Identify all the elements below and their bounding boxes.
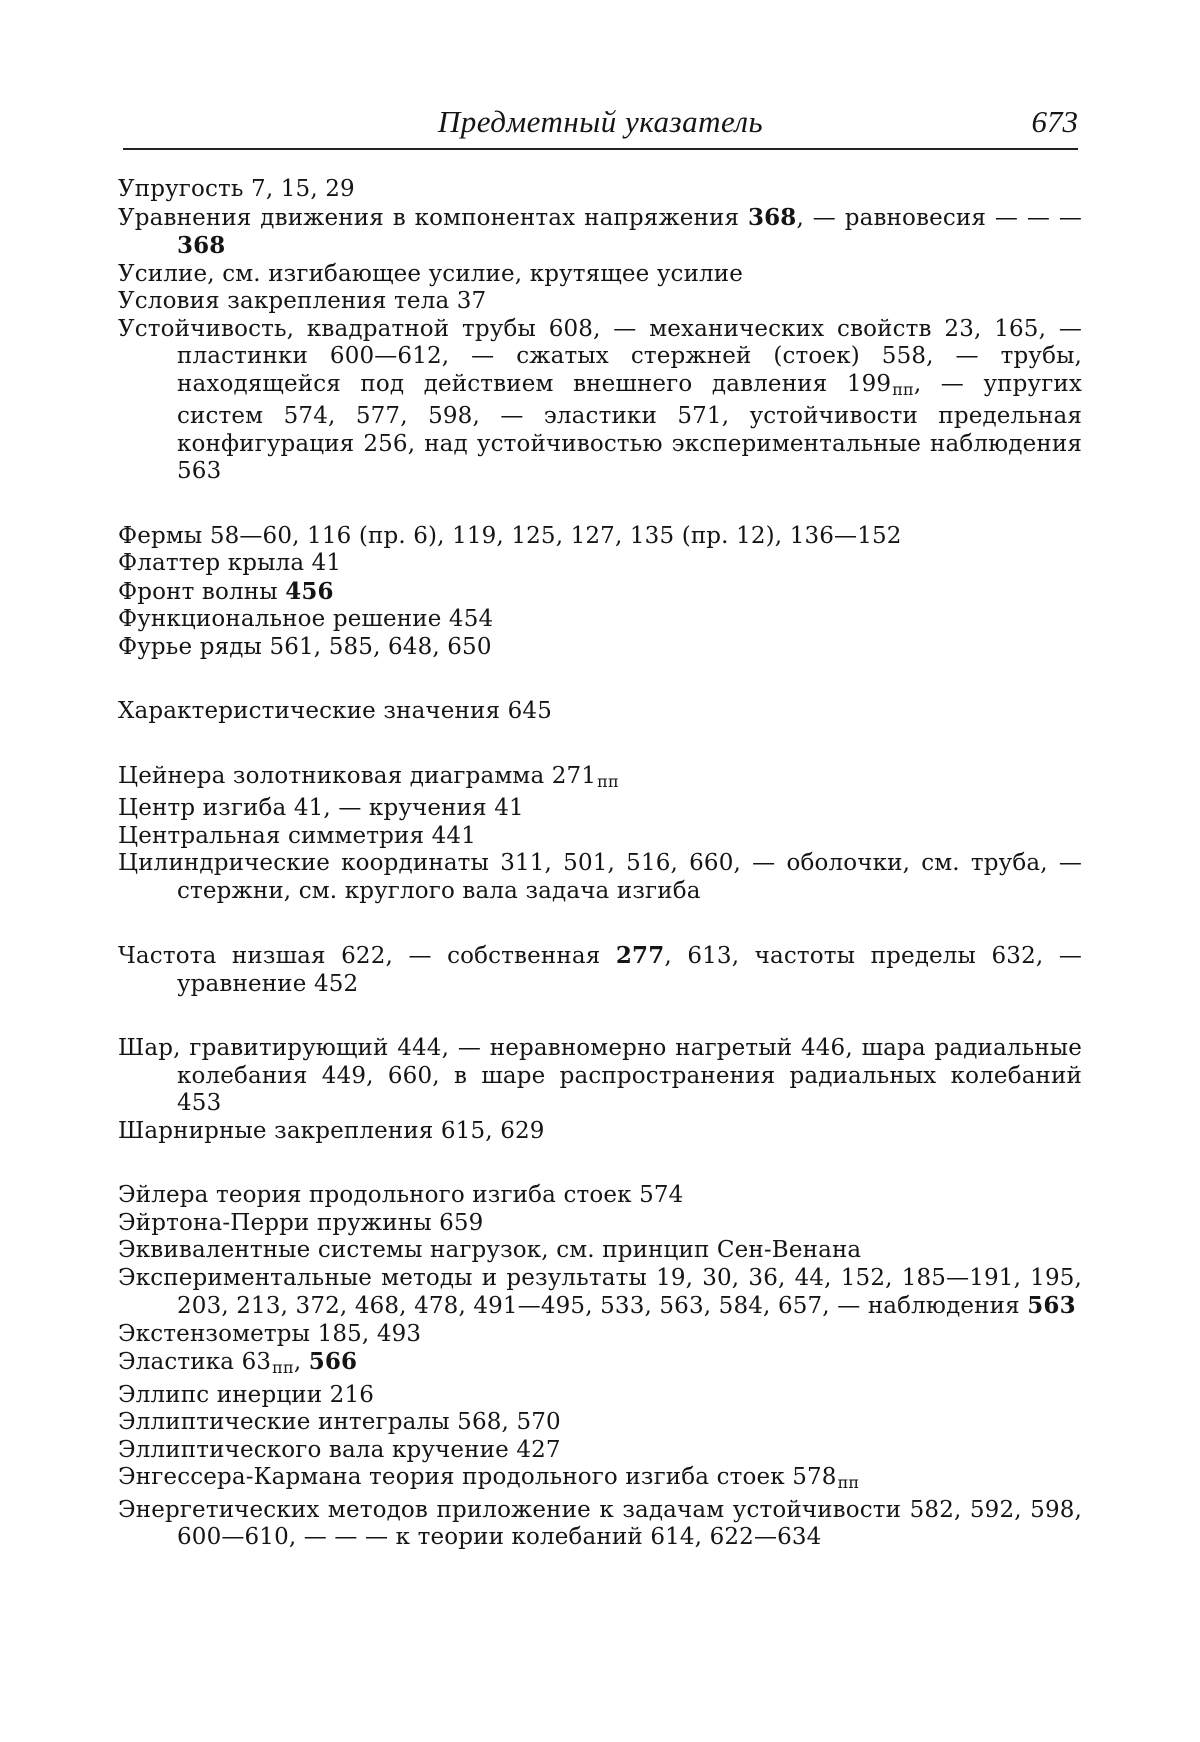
index-entry [118,1182,1082,1210]
index-entry-text: Центр изгиба 41, — кручения 41 [118,795,524,821]
index-entry-text: Цейнера золотниковая диаграмма 271 [118,762,597,789]
index-entry [118,1437,1082,1465]
index-entry [118,823,1082,851]
index-entry [118,1210,1082,1238]
subject-index [118,176,1082,1552]
index-entry-text: Энергетических методов приложение к задачам устойчивости 582, 592, 598, 600—610, — — — к теории колебаний 614, 622—634 [118,1496,1082,1550]
index-entry [118,763,1082,796]
index-page-reference-bold: 368 [747,203,797,231]
index-entry [118,942,1082,998]
index-entry-text: Центральная симметрия 441 [118,822,477,849]
index-entry [118,698,1082,726]
index-entry-text: Эластика 63 [118,1349,272,1375]
index-entry [118,795,1082,823]
index-entry-text: , 613, частоты пределы 632, — уравнение 452 [177,943,1082,997]
index-entry [118,1409,1082,1437]
index-entry-text: Фурье ряды 561, 585, 648, 650 [118,633,492,660]
index-subscript-note: пп [272,1358,294,1377]
index-page-reference-bold: 277 [615,942,665,969]
index-entry [118,1118,1082,1146]
index-entry [118,1382,1082,1410]
index-entry-text: Шар, гравитирующий 444, — неравномерно нагретый 446, шара радиальные колебания 449, 660, в шаре распространения радиальных колебаний 453 [118,1035,1082,1116]
index-entry-text: Цилиндрические координаты 311, 501, 516, 660, — оболочки, см. труба, — стержни, см. круглого вала задача изгиба [118,850,1082,904]
index-letter-group [118,763,1082,906]
index-entry-text: Эквивалентные системы нагрузок, см. принцип Сен-Венана [118,1237,862,1263]
index-letter-group [118,1035,1082,1145]
page-number: 673 [1031,104,1078,139]
index-entry [118,850,1082,905]
index-entry-text: Эйртона-Перри пружины 659 [118,1209,484,1236]
index-entry [118,1321,1082,1349]
index-entry [118,176,1082,204]
index-subscript-note: пп [837,1473,860,1492]
index-entry [118,288,1082,316]
index-entry-text: Фермы 58—60, 116 (пр. 6), 119, 125, 127, 135 (пр. 12), 136—152 [118,522,902,549]
index-entry-text: Частота низшая 622, — собственная [118,943,616,969]
index-entry-text: Шарнирные закрепления 615, 629 [118,1117,545,1144]
index-entry-text: Эллиптические интегралы 568, 570 [118,1409,561,1435]
index-entry-text: Экспериментальные методы и результаты 19, 30, 36, 44, 152, 185—191, 195, 203, 213, 372, 468, 478, 491—495, 533, 563, 584, 657, — наблюдения [118,1264,1082,1319]
index-entry-text: , — упругих систем 574, 577, 598, — эластики 571, устойчивости предельная конфигурация 256, над устойчивостью экспериментальные наблюдения 563 [177,370,1082,484]
index-entry [118,1237,1082,1265]
index-entry-text: Флаттер крыла 41 [118,550,342,576]
index-entry [118,606,1082,634]
index-entry-text: Фронт волны [118,578,286,605]
index-entry [118,1497,1082,1552]
index-entry-text: Экстензометры 185, 493 [118,1320,422,1347]
index-page-reference-bold: 456 [285,577,334,605]
index-entry-text: Энгессера-Кармана теория продольного изгиба стоек 578 [118,1464,837,1490]
index-entry-text: Эйлера теория продольного изгиба стоек 574 [118,1182,684,1208]
running-header [123,102,1078,150]
index-entry-text: , — равновесия — — — [796,204,1082,231]
index-entry-text: Условия закрепления тела 37 [118,288,487,314]
index-letter-group [118,698,1082,726]
index-subscript-note: пп [597,771,619,791]
index-letter-group [118,176,1082,486]
index-entry-text: Функциональное решение 454 [118,606,494,632]
index-entry-text: Характеристические значения 645 [118,698,552,724]
index-entry [118,1035,1082,1118]
index-entry-text: Эллиптического вала кручение 427 [118,1436,561,1463]
index-entry [118,316,1082,486]
index-entry-text: Уравнения движения в компонентах напряжения [118,204,748,231]
index-entry-text: Устойчивость, квадратной трубы 608, — механических свойств 23, 165, — пластинки 600—612, — сжатых стержней (стоек) 558, — трубы, находящейся под действием внешнего давления 199 [118,315,1082,397]
index-page-reference-bold: 563 [1027,1292,1076,1319]
index-entry [118,1348,1082,1382]
index-letter-group [118,942,1082,998]
index-entry [118,1464,1082,1497]
index-entry [118,204,1082,261]
index-entry [118,261,1082,289]
index-entry-text: Эллипс инерции 216 [118,1381,375,1408]
index-letter-group [118,523,1082,662]
index-page-reference-bold: 368 [177,232,226,259]
index-entry [118,523,1082,551]
index-entry-text: , [293,1349,309,1375]
index-entry-text: Усилие, см. изгибающее усилие, крутящее усилие [118,260,744,287]
index-entry [118,578,1082,607]
index-subscript-note: пп [892,379,914,399]
page-title: Предметный указатель [437,104,764,139]
index-entry [118,1265,1082,1321]
index-entry [118,550,1082,578]
index-entry-text: Упругость 7, 15, 29 [118,176,355,202]
index-entry [118,634,1082,662]
index-letter-group [118,1182,1082,1552]
index-page-reference-bold: 566 [308,1348,358,1375]
